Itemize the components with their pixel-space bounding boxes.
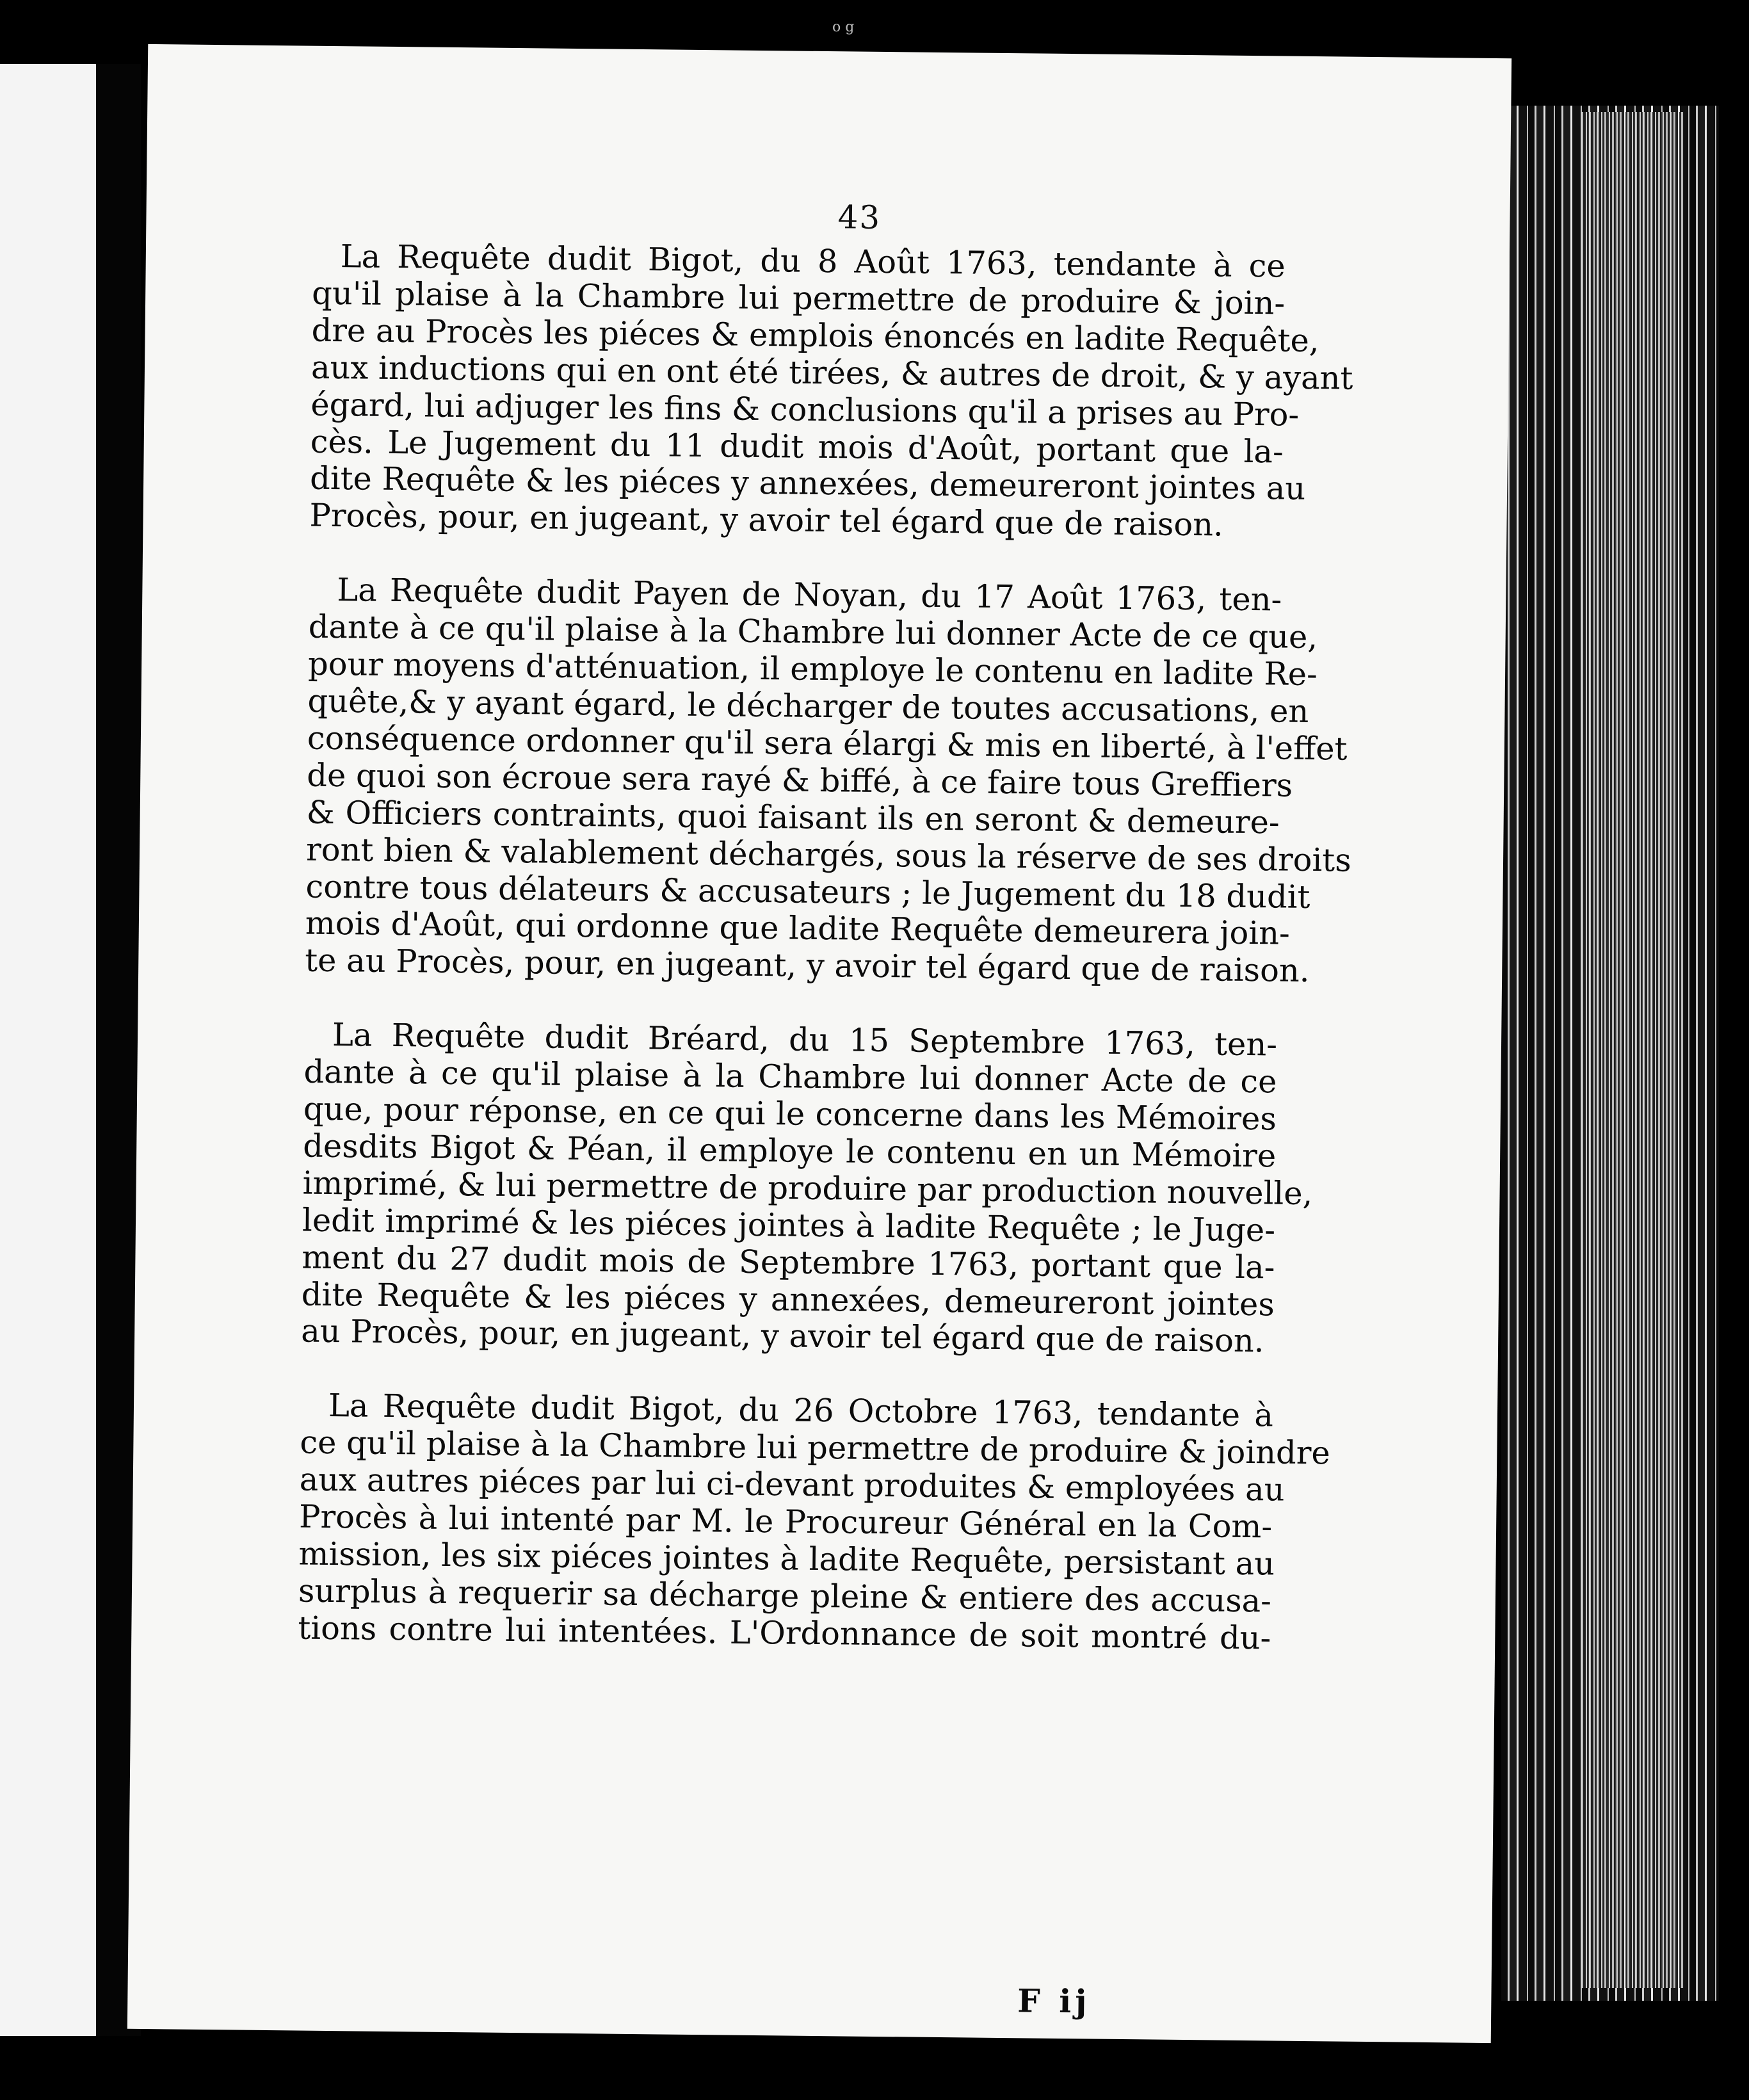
text-line: dante à ce qu'il plaise à la Chambre lui donner Acte de ce que, [308, 608, 1318, 656]
text-line: Procès, pour, en jugeant, y avoir tel égard que de raison. [309, 496, 1224, 544]
text-line: te au Procès, pour, en jugeant, y avoir tel égard que de raison. [305, 941, 1310, 990]
text-line: conséquence ordonner qu'il sera élargi & mis en liberté, à l'effet [307, 719, 1348, 768]
text-line: aux autres piéces par lui ci-devant produites & employées au [299, 1460, 1285, 1508]
text-line: ront bien & valablement déchargés, sous la réserve de ses droits [305, 830, 1351, 879]
text-line: Procès à lui intenté par M. le Procureur Général en la Com- [298, 1498, 1273, 1546]
paragraph [300, 1016, 1313, 1361]
facing-page-edge [0, 64, 96, 2036]
text-line: mission, les six piéces jointes à ladite Requête, persistant au [298, 1535, 1275, 1583]
text-line: tions contre lui intentées. L'Ordonnance de soit montré du- [298, 1609, 1271, 1657]
text-line: surplus à requerir sa décharge pleine & entiere des accusa- [298, 1572, 1272, 1620]
text-line: imprimé, & lui permettre de produire par production nouvelle, [302, 1164, 1313, 1212]
text-line: contre tous délateurs & accusateurs ; le Jugement du 18 dudit [305, 868, 1310, 916]
text-line: & Officiers contraints, quoi faisant ils en seront & demeure- [306, 793, 1280, 841]
page-number: 43 [837, 198, 882, 236]
text-line: de quoi son écroue sera rayé & biffé, à ce faire tous Greffiers [307, 756, 1293, 804]
text-line: dite Requête & les piéces y annexées, demeureront jointes au [309, 460, 1306, 508]
signature-mark: F ij [1017, 1982, 1091, 2021]
paragraph [305, 571, 1351, 990]
text-line: La Requête dudit Bréard, du 15 Septembre 1763, ten- [332, 1016, 1278, 1063]
text-line: égard, lui adjuger les fins & conclusions qu'il a prises au Pro- [310, 385, 1300, 433]
text-line: aux inductions qui en ont été tirées, & autres de droit, & y ayant [310, 348, 1353, 397]
text-line: dre au Procès les piéces & emplois énoncés en ladite Requête, [311, 311, 1319, 359]
text-line: ment du 27 dudit mois de Septembre 1763, portant que la- [302, 1238, 1275, 1286]
text-line: ce qu'il plaise à la Chambre lui permettre de produire & joindre [300, 1423, 1331, 1472]
text-line: au Procès, pour, en jugeant, y avoir tel égard que de raison. [300, 1312, 1264, 1360]
scan-top-mark: o g [832, 19, 855, 35]
text-line: dante à ce qu'il plaise à la Chambre lui donner Acte de ce [303, 1053, 1277, 1101]
text-line: ledit imprimé & les piéces jointes à ladite Requête ; le Juge- [302, 1201, 1276, 1249]
text-line: cès. Le Jugement du 11 dudit mois d'Août, portant que la- [310, 423, 1284, 471]
text-line: dite Requête & les piéces y annexées, demeureront jointes [301, 1275, 1275, 1323]
text-line: pour moyens d'atténuation, il employe le contenu en ladite Re- [307, 645, 1318, 693]
page-body-text [297, 238, 1353, 1695]
text-line: que, pour réponse, en ce qui le concerne dans les Mémoires [303, 1090, 1277, 1138]
text-line: quête,& y ayant égard, le décharger de toutes accusations, en [307, 682, 1309, 730]
text-line: La Requête dudit Bigot, du 26 Octobre 1763, tendante à [328, 1387, 1274, 1434]
paragraph [309, 238, 1353, 545]
text-line: La Requête dudit Payen de Noyan, du 17 Août 1763, ten- [337, 571, 1282, 618]
text-line: mois d'Août, qui ordonne que ladite Requête demeurera join- [305, 904, 1291, 953]
text-line: qu'il plaise à la Chambre lui permettre de produire & join- [311, 274, 1286, 322]
book-page [127, 44, 1511, 2043]
text-line: desdits Bigot & Péan, il employe le contenu en un Mémoire [302, 1127, 1277, 1175]
text-line: La Requête dudit Bigot, du 8 Août 1763, tendante à ce [340, 238, 1286, 285]
book-leaves [1581, 112, 1684, 1988]
paragraph [298, 1387, 1331, 1657]
